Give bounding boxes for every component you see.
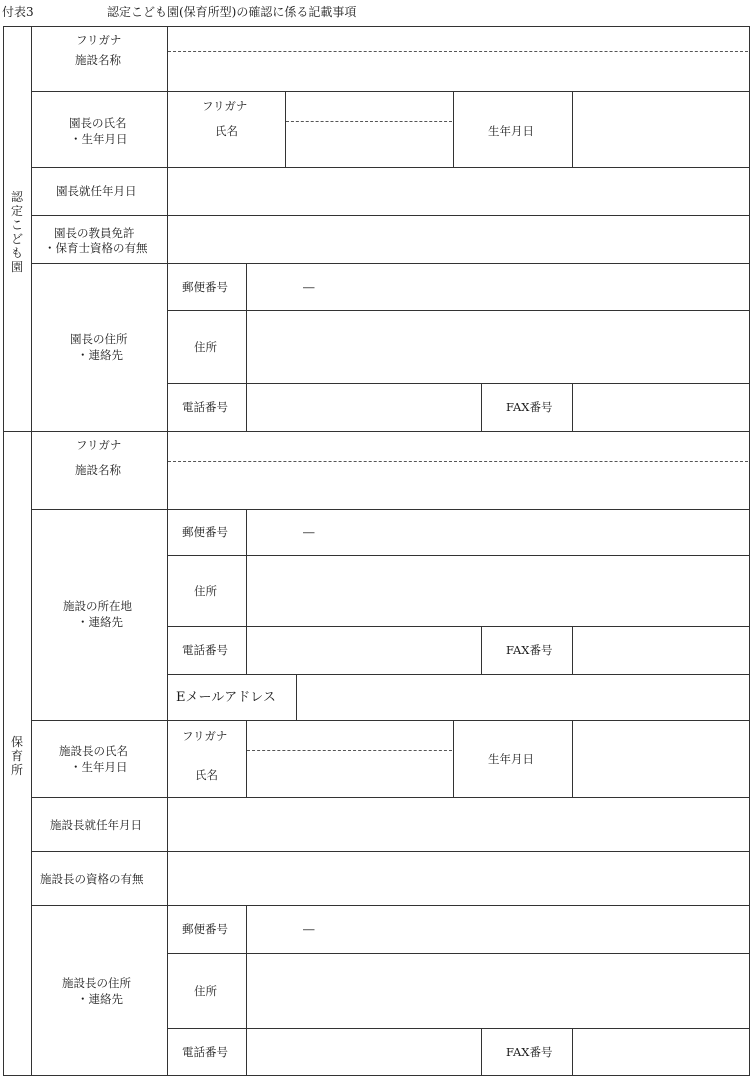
facility-name-field[interactable] (168, 52, 748, 91)
postal-code-field[interactable] (247, 510, 748, 555)
facility-director-contact-label: ・連絡先 (77, 992, 123, 1006)
facility-director-appointment-label: 施設長就任年月日 (50, 818, 142, 832)
email-field[interactable] (297, 675, 748, 720)
section-column-divider (31, 26, 32, 1076)
name-label: 氏名 (195, 768, 218, 782)
facility-name-label: 施設名称 (75, 463, 121, 477)
director-name-field[interactable] (286, 122, 452, 167)
name-furigana-label: フリガナ (182, 729, 228, 743)
appointment-date-field[interactable] (168, 168, 748, 215)
postal-code-label: 郵便番号 (182, 525, 228, 539)
email-label: Eメールアドレス (176, 690, 276, 705)
phone-label: 電話番号 (182, 643, 228, 657)
table-left-border (3, 26, 4, 1076)
facility-director-address-label: 施設長の住所 (62, 976, 131, 990)
postal-dash: ― (303, 525, 315, 539)
birthdate-label: 生年月日 (488, 752, 534, 766)
license-label-2: ・保育士資格の有無 (44, 241, 148, 255)
fax-field[interactable] (573, 1029, 748, 1075)
address-label: 住所 (194, 340, 217, 354)
table-label: 付表3 (2, 5, 34, 19)
postal-code-label: 郵便番号 (182, 922, 228, 936)
fax-label: FAX番号 (506, 1045, 553, 1059)
qualification-label: 施設長の資格の有無 (40, 872, 144, 886)
name-furigana-label: フリガナ (202, 99, 248, 113)
facility-location-label: 施設の所在地 (63, 599, 132, 613)
license-field[interactable] (168, 216, 748, 263)
section-label-nintei: 認定こども園 (10, 190, 23, 274)
fax-label: FAX番号 (506, 643, 553, 657)
phone-field[interactable] (247, 627, 481, 674)
phone-label: 電話番号 (182, 400, 228, 414)
license-label: 園長の教員免許 (54, 226, 135, 240)
facility-contact-label: ・連絡先 (77, 615, 123, 629)
director-address-label: 園長の住所 (70, 332, 128, 346)
postal-code-label: 郵便番号 (182, 280, 228, 294)
postal-code-field[interactable] (247, 264, 748, 310)
column-divider (481, 1028, 482, 1075)
facility-furigana-field[interactable] (168, 27, 748, 51)
appointment-date-field[interactable] (168, 798, 748, 851)
director-contact-label: ・連絡先 (77, 348, 123, 362)
column-divider (481, 626, 482, 674)
director-name-field[interactable] (247, 751, 452, 797)
qualification-field[interactable] (168, 852, 748, 905)
furigana-label: フリガナ (76, 438, 122, 452)
facility-name-label: 施設名称 (75, 53, 121, 67)
facility-name-field[interactable] (168, 462, 748, 509)
appointment-date-label: 園長就任年月日 (56, 184, 137, 198)
name-label: 氏名 (215, 124, 238, 138)
birthdate-field[interactable] (573, 721, 748, 797)
address-label: 住所 (194, 984, 217, 998)
facility-director-birthdate-label: ・生年月日 (70, 760, 128, 774)
address-field[interactable] (247, 556, 748, 626)
phone-label: 電話番号 (182, 1045, 228, 1059)
column-divider (453, 720, 454, 797)
director-name-label: 園長の氏名 (69, 116, 127, 130)
postal-dash: ― (303, 922, 315, 936)
column-divider (481, 383, 482, 431)
address-field[interactable] (247, 311, 748, 383)
page-title: 認定こども園(保育所型)の確認に係る記載事項 (107, 5, 357, 19)
birthdate-label: 生年月日 (488, 124, 534, 138)
fax-label: FAX番号 (506, 400, 553, 414)
postal-code-field[interactable] (247, 906, 748, 953)
fax-field[interactable] (573, 384, 748, 431)
section-label-hoiku: 保育所 (10, 735, 23, 777)
postal-dash: ― (303, 280, 315, 294)
table-bottom-border (3, 1075, 750, 1076)
director-birthdate-label: ・生年月日 (70, 132, 128, 146)
birthdate-field[interactable] (573, 92, 748, 167)
address-field[interactable] (247, 954, 748, 1028)
phone-field[interactable] (247, 1029, 481, 1075)
fax-field[interactable] (573, 627, 748, 674)
facility-director-name-label: 施設長の氏名 (59, 744, 128, 758)
column-divider (453, 91, 454, 167)
phone-field[interactable] (247, 384, 481, 431)
address-label: 住所 (194, 584, 217, 598)
director-furigana-field[interactable] (286, 92, 452, 121)
furigana-label: フリガナ (76, 33, 122, 47)
facility-furigana-field[interactable] (168, 432, 748, 461)
director-furigana-field[interactable] (247, 721, 452, 750)
